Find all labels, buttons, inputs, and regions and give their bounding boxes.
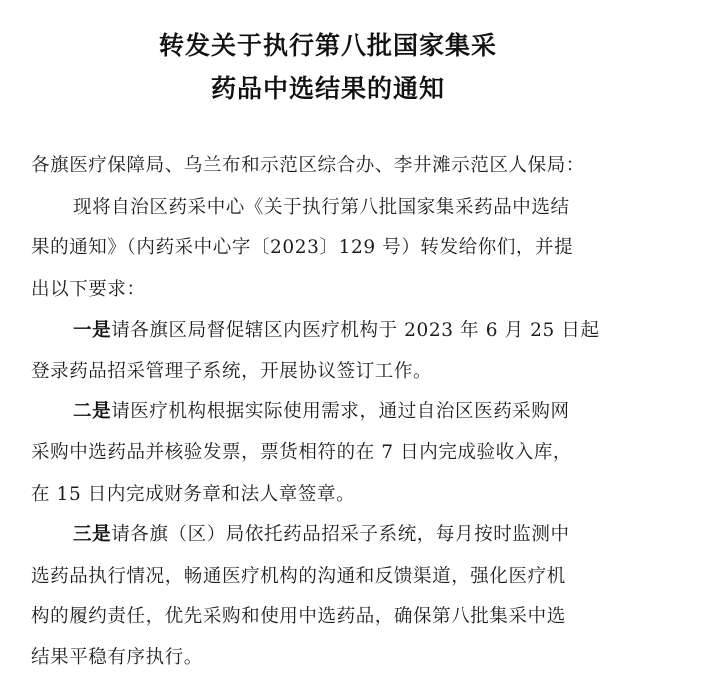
intro-line-2: 果的通知》（内药采中心字〔2023〕129 号）转发给你们，并提 [31,237,574,258]
document-title-line-2: 药品中选结果的通知 [210,74,445,103]
requirement-2-text: 请医疗机构根据实际使用需求，通过自治区医药采购网 [111,401,570,422]
document-title-line-1: 转发关于执行第八批国家集采 [158,31,497,60]
requirement-3-line-4: 结果平稳有序执行。 [31,647,203,668]
requirement-3-line-1 [73,524,570,546]
requirement-3-lead: 三是 [73,524,112,545]
requirement-3-text: 请各旗（区）局依托药品招采子系统，每月按时监测中 [111,524,570,545]
requirement-2-lead: 二是 [73,401,112,422]
requirement-2-line-1 [73,401,570,423]
requirement-2-line-2: 采购中选药品并核验发票，票货相符的在 7 日内完成验收入库， [31,442,573,463]
requirement-2-line-3: 在 15 日内完成财务章和法人章签章。 [31,484,356,505]
requirement-3-line-3: 构的履约责任，优先采购和使用中选药品，确保第八批集采中选 [31,606,566,627]
requirement-1-text: 请各旗区局督促辖区内医疗机构于 2023 年 6 月 25 日起 [111,320,600,341]
requirement-1-lead: 一是 [73,320,112,341]
requirement-3-line-2: 选药品执行情况，畅通医疗机构的沟通和反馈渠道，强化医疗机 [31,566,566,587]
intro-line-3: 出以下要求： [31,279,146,300]
requirement-1-line-1 [73,320,600,342]
intro-line-1: 现将自治区药采中心《关于执行第八批国家集采药品中选结 [73,197,570,218]
requirement-1-line-2: 登录药品招采管理子系统，开展协议签订工作。 [31,361,433,382]
salutation: 各旗医疗保障局、乌兰布和示范区综合办、李井滩示范区人保局： [31,155,585,176]
